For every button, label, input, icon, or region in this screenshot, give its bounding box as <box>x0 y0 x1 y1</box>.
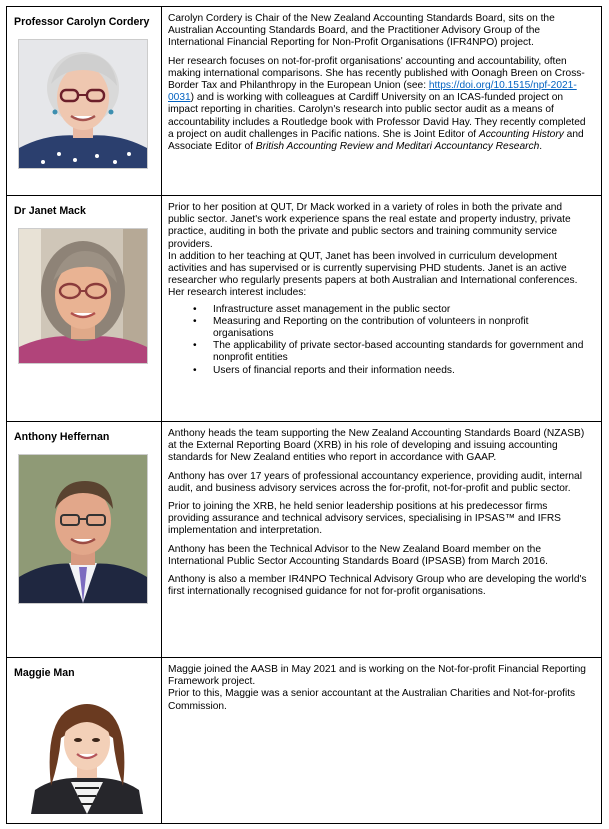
bio-paragraph: Carolyn Cordery is Chair of the New Zealand Accounting Standards Board, sits on the Australian Accounting Standards Board, and the Practitioner Advisory Group of the International Financial Reporting for Non-Profit Organisations (IFR4NPO) project. <box>168 13 555 49</box>
person-name: Professor Carolyn Cordery <box>14 16 150 28</box>
bio-text-span: Her research focuses on not-for-profit organisations' accounting and accountability, often making international comparisons. She has recently published with Oonagh Breen on Cross-Border Tax and Philanthropy in the European Union (see: <box>168 55 585 92</box>
bio-text-cell <box>162 196 602 422</box>
portrait-photo-heffernan <box>18 454 148 604</box>
bio-text-cell <box>162 422 602 658</box>
bio-text-cell <box>162 7 602 196</box>
bios-table <box>6 6 602 824</box>
name-cell <box>7 196 162 422</box>
portrait-cordery-image <box>19 40 147 168</box>
person-name: Dr Janet Mack <box>14 205 86 217</box>
bio-paragraph <box>168 56 591 154</box>
bio-row-cordery <box>7 7 602 196</box>
portrait-photo-man <box>25 690 149 814</box>
list-item: • Measuring and Reporting on the contribution of volunteers in nonprofit organisations <box>213 316 591 340</box>
name-cell <box>7 422 162 658</box>
bio-text-span: and Associate Editor of <box>168 128 584 153</box>
bio-text-span: . <box>539 141 543 153</box>
bio-text-cell <box>162 658 602 824</box>
research-interest-list <box>168 304 591 377</box>
person-name: Anthony Heffernan <box>14 431 110 443</box>
name-cell <box>7 658 162 824</box>
bio-paragraph: Anthony is also a member IR4NPO Technical Advisory Group who are developing the world's first internationally recognised guidance for not for-profit organisations. <box>168 574 587 598</box>
journal-title: British Accounting Review and Meditari Accountancy Research <box>255 141 540 153</box>
bio-paragraph: Prior to her position at QUT, Dr Mack worked in a variety of roles in both the private and public sector. Janet's work experience spans the real estate and property industry, private practice, auditing in both the private and public sectors and training community service providers. <box>168 202 571 250</box>
bio-text-span: ) and is working with colleagues at Cardiff University on an ICAS-funded project on impact reporting in charities. Carolyn's research into public sector audit as a means of accountability includes a Routledge book with Professor David Hay. They recently completed a project on audit challenges in Pacific nations. She is Joint Editor of <box>168 92 586 140</box>
journal-title: Accounting History <box>478 128 564 140</box>
portrait-mack-image <box>19 229 147 363</box>
bio-row-heffernan <box>7 422 602 658</box>
portrait-photo-cordery <box>18 39 148 169</box>
bio-paragraph: Prior to joining the XRB, he held senior leadership positions at his predecessor firms providing assurance and technical advisory services, specialising in IPSAS™ and IFRS implementation and interpretation. <box>168 501 561 537</box>
portrait-heffernan-image <box>19 455 147 603</box>
person-name: Maggie Man <box>14 667 75 679</box>
list-item: • The applicability of private sector-based accounting standards for government and nonprofit entities <box>213 340 591 364</box>
bio-paragraph: Maggie joined the AASB in May 2021 and is working on the Not-for-profit Financial Reporting Framework project. <box>168 664 586 688</box>
list-item: • Users of financial reports and their information needs. <box>213 365 591 377</box>
portrait-photo-mack <box>18 228 148 364</box>
bio-paragraph: Prior to this, Maggie was a senior accountant at the Australian Charities and Not-for-profits Commission. <box>168 688 576 712</box>
bio-row-mack <box>7 196 602 422</box>
bio-paragraph: Anthony heads the team supporting the New Zealand Accounting Standards Board (NZASB) at the External Reporting Board (XRB) in his role of developing and issuing accounting standards for New Zealand entities who report in accordance with GAAP. <box>168 428 585 464</box>
bio-paragraph: Anthony has been the Technical Advisor to the New Zealand Board member on the International Public Sector Accounting Standards Board (IPSASB) from March 2016. <box>168 543 548 567</box>
list-item: • Infrastructure asset management in the public sector <box>213 304 591 316</box>
name-cell <box>7 7 162 196</box>
bio-paragraph: Anthony has over 17 years of professional accountancy experience, providing audit, internal audit, and business advisory services across the for-profit, not-for-profit and public sector. <box>168 470 582 494</box>
doi-link[interactable]: https://doi.org/10.1515/npf-2021-0031 <box>168 80 577 104</box>
bio-paragraph: In addition to her teaching at QUT, Janet has been involved in curriculum development activities and has supervised or is currently supervising PHD students. Janet is an active researcher who regularly presents papers at both Australian and International conferences. Her research interest includes: <box>168 250 578 299</box>
portrait-man-image <box>25 690 149 814</box>
bio-row-man <box>7 658 602 824</box>
